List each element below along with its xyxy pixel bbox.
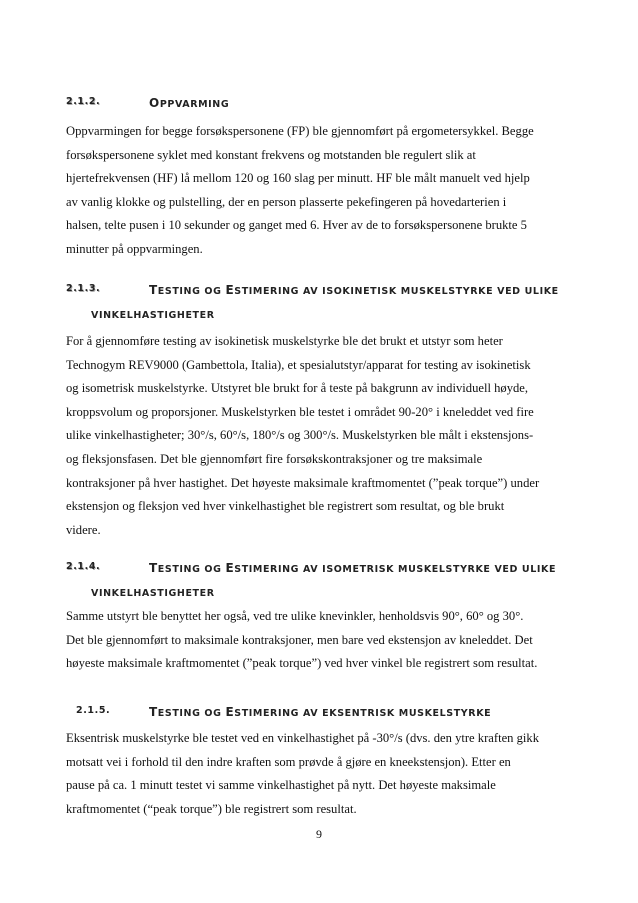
text-line: høyeste maksimale kraftmomentet (”peak torque”) ved hver vinkel ble registrert som resultat.: [66, 656, 538, 671]
section-heading: [66, 283, 566, 323]
section-title: TESTING OG ESTIMERING AV EKSENTRISK MUSKELSTYRKE: [149, 705, 492, 719]
paragraph: [66, 605, 566, 676]
section-2-1-3: [66, 283, 566, 537]
text-line: Det ble gjennomført to maksimale kontraksjoner, men bare ved ekstensjon av kneleddet. Det: [66, 632, 533, 647]
section-heading: [66, 96, 566, 112]
text-line: ulike vinkelhastigheter; 30°/s, 60°/s, 180°/s og 300°/s. Muskelstyrken ble målt i ekstensjons-: [66, 428, 534, 443]
text-line: kroppsvolum og proporsjoner. Muskelstyrken ble testet i området 90-20° i kneleddet ved fire: [66, 404, 534, 419]
section-heading: [66, 705, 566, 721]
text-line: kraftmomentet (“peak torque”) ble registrert som resultat.: [66, 801, 357, 816]
paragraph: [66, 120, 566, 262]
text-line: Technogym REV9000 (Gambettola, Italia), et spesialutstyr/apparat for testing av isokinetisk: [66, 357, 531, 372]
text-line: halsen, telte pusen i 10 sekunder og ganget med 6. Hver av de to forsøkspersonene brukte 5: [66, 218, 527, 233]
text-line: motsatt vei i forhold til den indre kraften som prøvde å gjøre en kneekstensjon). Etter en: [66, 754, 511, 769]
paragraph: [66, 727, 566, 821]
text-line: og fleksjonsfasen. Det ble gjennomført fire forsøkskontraksjoner og tre maksimale: [66, 451, 483, 466]
section-2-1-5: [66, 705, 566, 816]
text-line: og isometrisk muskelstyrke. Utstyret ble brukt for å teste på bakgrunn av individuell høyde,: [66, 381, 529, 396]
section-number: 2.1.4.: [66, 561, 101, 572]
text-line: Eksentrisk muskelstyrke ble testet ved en vinkelhastighet på -30°/s (dvs. den ytre kraften gikk: [66, 731, 539, 745]
text-line: videre.: [66, 522, 101, 537]
text-line: hjertefrekvensen (HF) lå mellom 120 og 160 slag per minutt. HF ble målt manuelt ved hjelp: [66, 171, 530, 186]
section-heading: [66, 561, 566, 601]
text-line: av vanlig klokke og pulstelling, der en person plasserte pekefingeren på hovedarterien i: [66, 194, 507, 209]
section-title: TESTING OG ESTIMERING AV ISOKINETISK MUSKELSTYRKE VED ULIKE: [149, 283, 559, 297]
section-title: TESTING OG ESTIMERING AV ISOMETRISK MUSKELSTYRKE VED ULIKE: [149, 561, 557, 575]
section-title-continued: VINKELHASTIGHETER: [91, 588, 215, 599]
page-number: 9: [316, 827, 322, 841]
text-line: kontraksjoner på hver hastighet. Det høyeste maksimale kraftmomentet (”peak torque”) under: [66, 475, 540, 490]
section-number: 2.1.5.: [76, 705, 111, 716]
section-2-1-4: [66, 561, 566, 671]
text-line: Oppvarmingen for begge forsøkspersonene (FP) ble gjennomført på ergometersykkel. Begge: [66, 124, 534, 138]
section-title: OPPVARMING: [149, 96, 230, 110]
section-number: 2.1.3.: [66, 283, 101, 294]
text-line: forsøkspersonene syklet med konstant frekvens og motstanden ble regulert slik at: [66, 147, 476, 162]
paragraph: [66, 330, 566, 542]
text-line: Samme utstyrt ble benyttet her også, ved tre ulike knevinkler, henholdsvis 90°, 60° og 30°.: [66, 609, 524, 623]
section-title-continued: VINKELHASTIGHETER: [91, 310, 215, 321]
text-line: ekstensjon og fleksjon ved hver vinkelhastighet ble registrert som resultat, og ble brukt: [66, 499, 505, 514]
text-line: For å gjennomføre testing av isokinetisk muskelstyrke ble det brukt et utstyr som heter: [66, 334, 503, 348]
section-2-1-2: [66, 96, 566, 256]
text-line: minutter på oppvarmingen.: [66, 241, 203, 256]
section-number: 2.1.2.: [66, 96, 101, 107]
text-line: pause på ca. 1 minutt testet vi samme vinkelhastighet på nytt. Det høyeste maksimale: [66, 778, 496, 793]
